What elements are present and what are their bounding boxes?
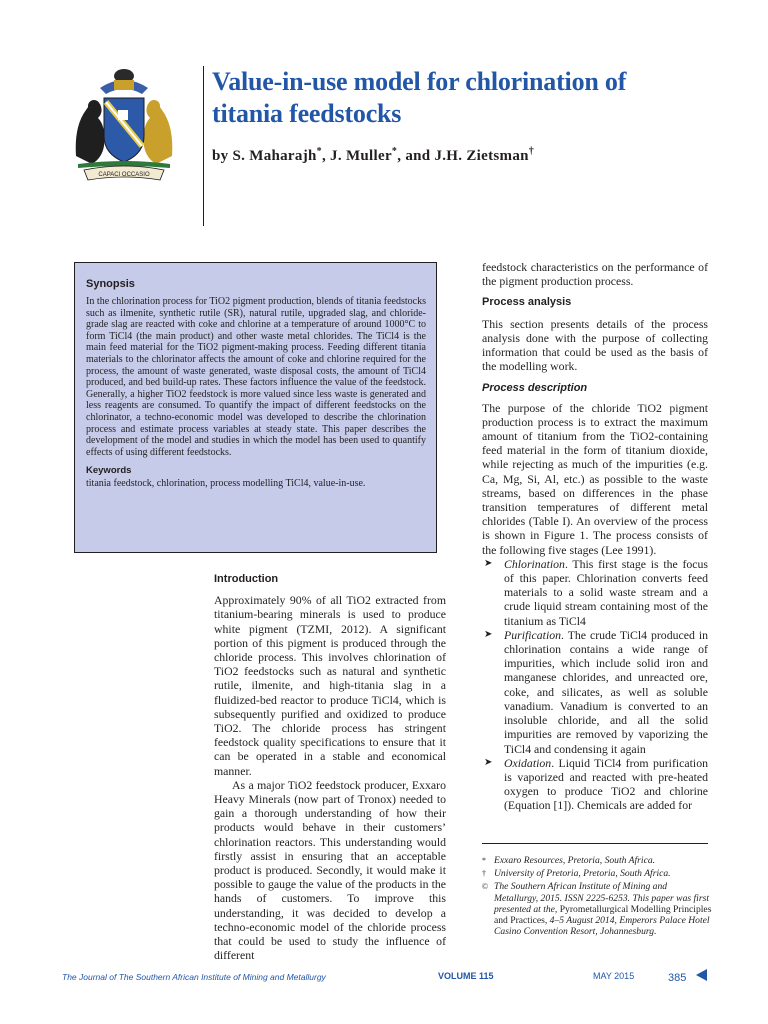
affiliation-mark-3: † — [528, 146, 535, 157]
author-text-3: , and J.H. Zietsman — [397, 148, 529, 164]
footer-date: MAY 2015 — [593, 971, 635, 981]
keywords-text: titania feedstock, chlorination, process modelling TiCl4, value-in-use. — [86, 478, 366, 490]
introduction-paragraph-1: Approximately 90% of all TiO2 extracted from titanium-bearing minerals is used to produce white pigment (TZMI, 2012). A significant portion of this pigment is produced through the chloride process. This involves chlorination of TiO2 feedstocks such as natural and synthetic rutile, ilmenite, and high-titania slag in a fluidized-bed reactor to produce TiCl4, which is subsequently purified and oxidized to produce TiO2. The chloride process has stringent feedstock quality specifications to ensure that it can be operated in a stable and economical manner. — [214, 593, 446, 778]
synopsis-text: In the chlorination process for TiO2 pigment production, blends of titania feedstocks such as ilmenite, synthetic rutile (SR), natural rutile, upgraded slag, and chloride-grade slag are reacted with coke and chlorine at a temperature of around 1000°C to form TiCl4 (the main product) and other waste metal chlorides. The TiCl4 is the main feed material for the TiO2 pigment-making process. Feeding different titania materials to the chlorinator affects the amount of coke and chlorine required for the process, the amount of waste generated, waste disposal costs, the amount of TiCl4 produced, and bed build-up rates. These factors influence the value of the feedstock. Generally, a higher TiO2 feedstock is more valued since less waste is generated and less reagents are consumed. To quantify the impact of different feedstocks on the chlorinator, a techno-economic model was developed to describe the chlorination process and estimate process variables at steady state. This paper describes the development of the model and studies in which the model has been used to quantify effects of using different feedstocks. — [86, 296, 426, 458]
introduction-section — [214, 572, 446, 962]
footer-journal-name: The Journal of The Southern African Institute of Mining and Metallurgy — [62, 972, 326, 982]
page-arrow-icon — [696, 969, 707, 981]
list-item — [484, 556, 708, 628]
footnote-rule — [482, 843, 708, 844]
footnote-text: Exxaro Resources, Pretoria, South Africa. — [494, 855, 656, 866]
author-line — [212, 146, 534, 165]
crest-logo — [70, 66, 178, 186]
continued-paragraph: feedstock characteristics on the performance of the pigment production process. — [482, 260, 708, 289]
introduction-heading: Introduction — [214, 573, 279, 585]
footnote — [482, 855, 712, 866]
keywords-heading: Keywords — [86, 465, 132, 477]
synopsis-box — [74, 262, 437, 553]
list-item — [484, 627, 708, 756]
footnotes — [482, 855, 712, 939]
stage-name: Purification — [504, 627, 562, 642]
crest-motto: CAPACI OCCASIO — [98, 172, 150, 178]
arrow-bullet-icon: ➤ — [484, 557, 493, 569]
stage-text: . Liquid TiCl4 from purification is vaporized and reacted with pre-heated oxygen to produce TiO2 and chlorine (Equation [1]). Chemicals are added for — [504, 755, 708, 813]
page-number: 385 — [668, 972, 687, 984]
process-analysis-heading: Process analysis — [482, 296, 572, 309]
paper-title — [212, 66, 732, 130]
footnote-mark: © — [482, 882, 489, 892]
author-text-1: by S. Maharajh — [212, 148, 317, 164]
footnote-mark: * — [482, 856, 486, 865]
footnote-mark: † — [482, 869, 486, 879]
footnote-text-end: 4–5 August 2014, Emperors Palace Hotel Casino Convention Resort, Johannesburg. — [494, 915, 710, 938]
footnote — [482, 868, 712, 879]
process-description-heading: Process description — [482, 382, 588, 395]
process-stages-list — [482, 557, 708, 813]
process-description-text: The purpose of the chloride TiO2 pigment production process is to extract the maximum amount of titanium from the TiO2-containing feed material in the form of titanium dioxide, while rejecting as much of the impurities (e.g. Ca, Mg, Si, Al, etc.) as possible to the waste streams, based on differences in the phase transition temperatures of different metal chlorides (Table I). An overview of the process is shown in Figure 1. The process consists of the following five stages (Lee 1991). — [482, 400, 708, 557]
affiliation-mark-2: * — [391, 146, 398, 157]
footer-volume: VOLUME 115 — [438, 971, 494, 981]
synopsis-heading: Synopsis — [86, 278, 135, 290]
title-line-2: titania feedstocks — [212, 99, 402, 128]
header-divider — [203, 66, 204, 226]
arrow-bullet-icon: ➤ — [484, 756, 493, 768]
footnote-text: The Southern African Institute of Mining and Metallurgy, 2015. ISSN 2225-6253. This paper was first presented at the, — [494, 881, 709, 915]
title-line-1: Value-in-use model for chlorination of — [212, 67, 627, 96]
arrow-bullet-icon: ➤ — [484, 628, 493, 640]
stage-text: . The crude TiCl4 produced in chlorination contains a wide range of impurities, which include solid iron and manganese chlorides, and unreacted ore, coke, and silicates, as well as soluble vanadium. Vanadium is converted to an insoluble chloride, and all the solid impurities are removed by vaporizing the TiCl4 and condensing it again — [504, 627, 708, 756]
affiliation-mark-1: * — [316, 146, 322, 157]
list-item — [484, 755, 708, 813]
footnote — [482, 881, 712, 937]
footnote-conference-name: Pyrometallurgical Modelling Principles and Practices, — [494, 903, 712, 927]
stage-name: Chlorination — [504, 556, 565, 571]
right-column — [482, 260, 708, 813]
introduction-paragraph-2: As a major TiO2 feedstock producer, Exxaro Heavy Minerals (now part of Tronox) needed to gain a thorough understanding of how their products would behave in their customers’ chlorination reactors. This understanding would firstly assist in ensuring that an acceptable product is produced. Secondly, it would make it possible to gauge the value of the products in the hands of customers. To improve this understanding, it was decided to develop a techno-economic model of the chloride process that could be used to study the influence of different — [214, 777, 446, 963]
stage-text: . This first stage is the focus of this paper. Chlorination converts feed materials to a solid waste stream and a crude liquid stream containing most of the titanium as TiCl4 — [504, 556, 708, 628]
footnote-text: University of Pretoria, Pretoria, South Africa. — [494, 868, 671, 880]
process-analysis-text: This section presents details of the process analysis done with the purpose of collecting information that could be used as the basis of the modelling work. — [482, 316, 708, 374]
author-text-2: , J. Muller — [321, 148, 392, 164]
stage-name: Oxidation — [504, 755, 552, 770]
